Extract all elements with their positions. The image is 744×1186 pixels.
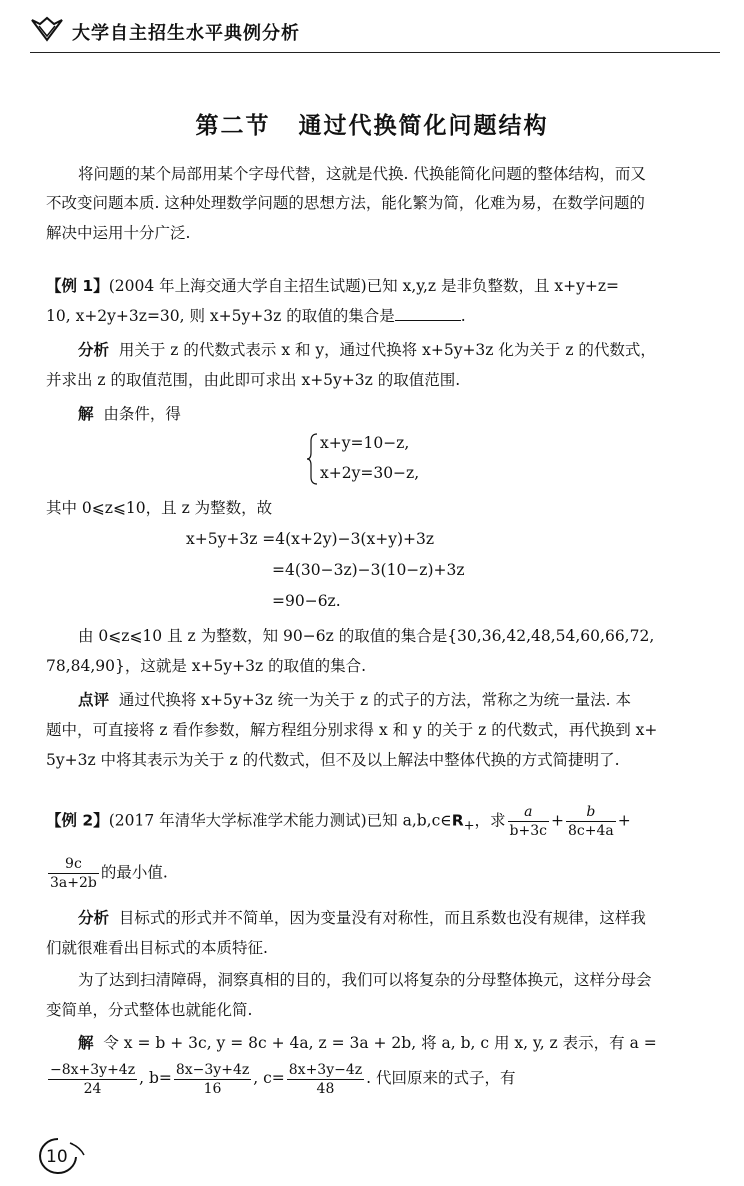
analysis-label: 分析 (78, 909, 110, 927)
derivation-line-2: =4(30−3z)−3(10−z)+3z (272, 561, 465, 579)
example2-line-2: $\frac{9c}{3a+2b}$ 的最小值. (50, 856, 168, 891)
example1-conclusion-2: 78,84,90}，这就是 x+5y+3z 的取值的集合. (46, 657, 367, 675)
example1-solution-intro: 解 由条件，得 (78, 405, 181, 423)
running-header (30, 8, 720, 53)
fraction-3: $\frac{9c}{3a+2b}$ (50, 856, 97, 891)
section-title (0, 107, 744, 140)
solution-label: 解 (78, 405, 94, 423)
intro-line-1: 将问题的某个局部用某个字母代替，这就是代换. 代换能简化问题的整体结构，而又 (78, 165, 646, 183)
example1-line-1 (46, 276, 619, 296)
system-eq-2: x+2y=30−z, (320, 464, 420, 482)
example1-text-1: 已知 x,y,z 是非负整数，且 x+y+z= (366, 277, 620, 295)
example1-comment-1: 点评 通过代换将 x+5y+3z 统一为关于 z 的式子的方法，常称之为统一量法. 本 (78, 691, 631, 709)
example2-para-2: 变简单，分式整体也就能化简. (46, 1001, 253, 1019)
example1-text-2: 10, x+2y+3z=30, 则 x+5y+3z 的取值的集合是 (46, 307, 395, 325)
section-name: 通过代换简化问题结构 (298, 113, 549, 139)
example1-label: 【例 1】 (46, 277, 109, 295)
example1-comment-2: 题中，可直接将 z 看作参数，解方程组分别求得 x 和 y 的关于 z 的代数式，再代换到 x+ (46, 721, 658, 739)
analysis-label: 分析 (78, 341, 110, 359)
sub-b-fraction: $\frac{8x-3y+4z}{16}$ (175, 1061, 250, 1097)
example1-analysis-1: 分析 用关于 z 的代数式表示 x 和 y，通过代换将 x+5y+3z 化为关于 z 的代数式， (78, 341, 656, 359)
example2-solution-1: 解 令 x = b + 3c, y = 8c + 4a, z = 3a + 2b, 将 a, b, c 用 x, y, z 表示，有 a = (78, 1034, 657, 1052)
sub-a-fraction: $\frac{-8x+3y+4z}{24}$ (50, 1061, 136, 1097)
intro-line-3: 解决中运用十分广泛. (46, 224, 191, 242)
example1-source: (2004 年上海交通大学自主招生试题) (108, 277, 367, 295)
example2-analysis-2: 们就很难看出目标式的本质特征. (46, 939, 268, 957)
derivation-line-1: x+5y+3z =4(x+2y)−3(x+y)+3z (186, 530, 435, 548)
page-number: 10 (30, 1135, 86, 1177)
derivation-line-3: =90−6z. (272, 592, 341, 610)
example2-label: 【例 2】 (46, 811, 109, 830)
example1-analysis-2: 并求出 z 的取值范围，由此即可求出 x+5y+3z 的取值范围. (46, 371, 461, 389)
book-title: 大学自主招生水平典例分析 (72, 23, 300, 44)
example1-where: 其中 0⩽z⩽10，且 z 为整数，故 (46, 499, 273, 517)
example2-line-1: 【例 2】(2017 年清华大学标准学术能力测试)已知 $a,b,c\in R_+$，求 $\frac{a}{b+3c}$ + $\frac{b}{8c+4a}$ + (46, 804, 631, 839)
sub-c-fraction: $\frac{8x+3y-4z}{48}$ (288, 1061, 363, 1097)
answer-blank (395, 306, 461, 321)
example2-solution-2: $\frac{-8x+3y+4z}{24}$ , b= $\frac{8x-3y+4z}{16}$ , c= $\frac{8x+3y-4z}{48}$ . 代回原来的式子，有 (50, 1061, 516, 1097)
example1-comment-3: 5y+3z 中将其表示为关于 z 的代数式，但不及以上解法中整体代换的方式简捷明了. (46, 751, 620, 769)
real-set-symbol: R (451, 811, 464, 830)
example1-conclusion-1: 由 0⩽z⩽10 且 z 为整数，知 90−6z 的取值的集合是{30,36,42,48,54,60,66,72, (78, 627, 655, 645)
section-number: 第二节 (195, 113, 271, 139)
fraction-1: $\frac{a}{b+3c}$ (509, 804, 547, 839)
example1-line-2: 10, x+2y+3z=30, 则 x+5y+3z 的取值的集合是 . (46, 307, 466, 325)
book-logo-icon (30, 14, 64, 46)
system-eq-1: x+y=10−z, (320, 434, 410, 452)
example2-source: (2017 年清华大学标准学术能力测试) (108, 811, 367, 830)
fraction-2: $\frac{b}{8c+4a}$ (568, 804, 614, 839)
example2-analysis-1: 分析 目标式的形式并不简单，因为变量没有对称性，而且系数也没有规律，这样我 (78, 909, 646, 927)
intro-line-2: 不改变问题本质. 这种处理数学问题的思想方法，能化繁为简，化难为易，在数学问题的 (46, 194, 645, 212)
comment-label: 点评 (78, 691, 110, 709)
solution-label: 解 (78, 1034, 94, 1052)
system-brace-icon (306, 433, 318, 485)
example2-para-1: 为了达到扫清障碍，洞察真相的目的，我们可以将复杂的分母整体换元，这样分母会 (78, 971, 652, 989)
